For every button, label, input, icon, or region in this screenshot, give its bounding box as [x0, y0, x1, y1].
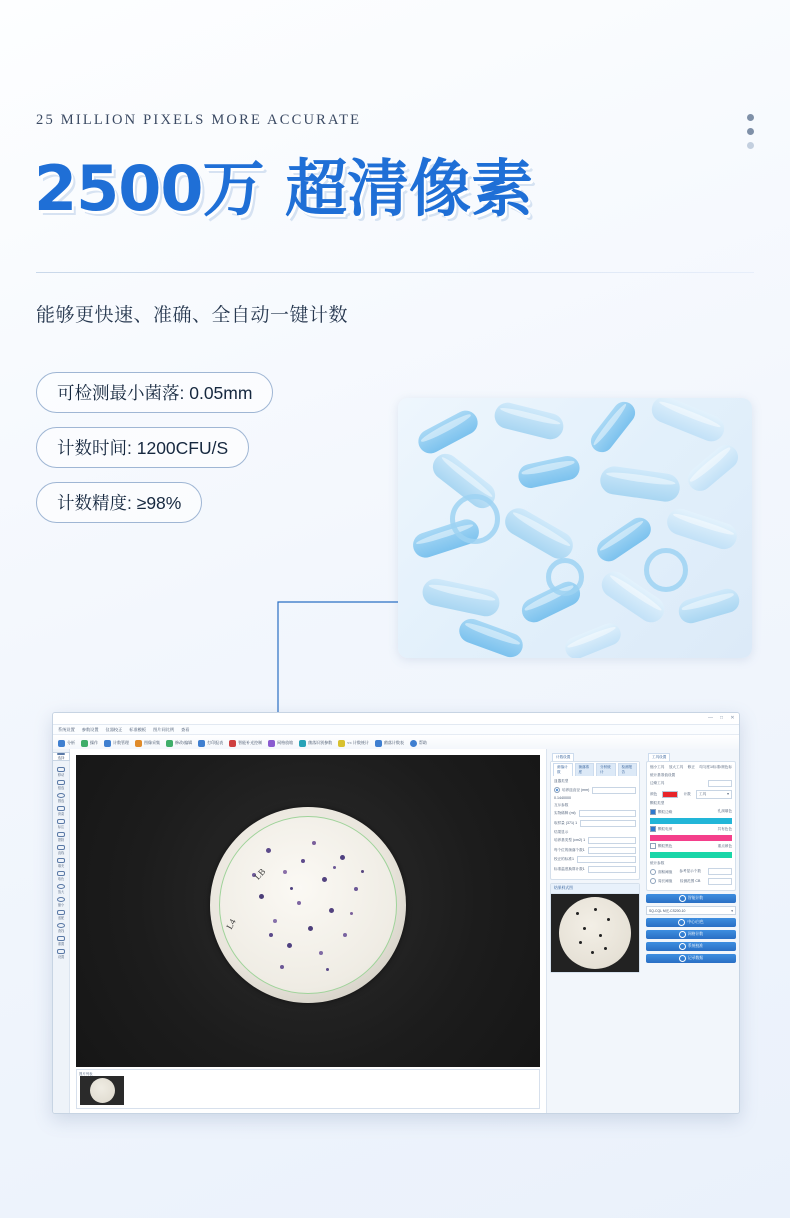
particle-right-option[interactable]: 共有色色 [717, 826, 732, 831]
feature-pill: 可检测最小菌落: 0.05mm [36, 372, 273, 413]
save-record-button[interactable] [646, 954, 736, 963]
measure-value-label: 检测范围 CB [680, 878, 701, 883]
dish-diameter-input[interactable] [592, 787, 636, 794]
tool-rail-item[interactable] [55, 884, 67, 894]
plate-photo[interactable] [76, 755, 540, 1067]
color-bar-key[interactable] [650, 852, 732, 858]
dot-3[interactable] [747, 142, 754, 149]
device-select[interactable] [646, 906, 736, 915]
tab-colony-count[interactable]: 菌落计数 [553, 763, 573, 776]
button-label: 系统校准 [687, 944, 704, 949]
toolbar-button[interactable] [198, 740, 223, 747]
tool-settings-card [646, 761, 736, 891]
section-label: 皿器类型 [554, 779, 569, 783]
particle-option[interactable]: 颗粒边缘 [650, 809, 672, 815]
edit-icon [166, 740, 173, 747]
tool-rail-item[interactable] [55, 845, 67, 855]
tool-rail-label: 查找 [57, 929, 65, 933]
tool-rail-label: 选择 [57, 756, 65, 760]
eyebrow-text: 25 MILLION PIXELS MORE ACCURATE [36, 112, 362, 128]
menu-item[interactable]: 系统设置 [58, 726, 75, 732]
smart-count-icon [679, 895, 686, 902]
grid-count-icon [679, 931, 686, 938]
particle-right-option[interactable]: 孔洞填色 [717, 809, 732, 814]
dish-label-2: L4 [224, 916, 238, 931]
row-label: 实物稀释 (ml) [554, 811, 576, 816]
row-label: 培养基类型 (cm2) 1 [554, 838, 586, 843]
toolbar-label: 计数管理 [113, 740, 129, 745]
toolbar-button[interactable] [299, 740, 332, 747]
toolbar-label: 操作 [90, 740, 98, 745]
toolbar-button[interactable] [229, 740, 262, 747]
subtitle: 能够更快速、准确、全自动一键计数 [36, 305, 349, 326]
radio-icon[interactable] [650, 869, 656, 875]
petri-dish [210, 807, 406, 1003]
thumbnail-bar-label: 图片列表 [79, 1072, 93, 1076]
tool-rail-label: 取色 [57, 877, 65, 881]
app-body [53, 749, 739, 1113]
measure-option[interactable]: 周长阈值 [650, 878, 672, 884]
result-image-card [550, 883, 640, 973]
image-canvas[interactable] [70, 749, 547, 1113]
device-select-value: SQ-CQL M光-CS200-10 [649, 909, 686, 914]
tool-button[interactable]: 缩小工具 [650, 765, 665, 769]
right-panels[interactable] [547, 749, 739, 1113]
checkbox-icon[interactable] [650, 826, 656, 832]
analyze-icon [58, 740, 65, 747]
tool-rail-item[interactable] [52, 752, 70, 761]
tool-rail-item[interactable] [55, 858, 67, 868]
tool-rail-item[interactable] [55, 897, 67, 907]
tool-panel-tabs[interactable] [646, 752, 736, 761]
thumbnail-dish [90, 1078, 115, 1103]
toolbar-label: 修改/编辑 [175, 740, 193, 745]
row-label: 每个位的菌落个数1 [554, 847, 585, 852]
section-label: 颗粒类型 [650, 801, 665, 806]
menu-bar[interactable] [53, 725, 739, 735]
section-label: 统计参数 [650, 860, 665, 865]
tool-rail-label: 填充 [57, 864, 65, 868]
toolbar-label: << 计数统计 [347, 740, 369, 745]
save-record-icon [679, 955, 686, 962]
tool-settings-column [643, 749, 739, 1113]
calibrate-button[interactable] [646, 942, 736, 951]
panel-tabs[interactable] [550, 752, 640, 761]
toolbar-button[interactable] [375, 740, 404, 747]
toolbar-label: 打印报表 [207, 740, 224, 745]
tool-rail-item[interactable] [55, 949, 67, 959]
window-titlebar[interactable] [53, 713, 739, 725]
toolbar-button[interactable] [166, 740, 192, 747]
checkbox-icon[interactable] [650, 843, 656, 849]
dish-inner [219, 816, 397, 994]
toolbar-label: 网格放缩 [277, 740, 294, 745]
menu-item[interactable]: 图片同比例 [153, 726, 175, 732]
grid-icon [268, 740, 275, 747]
tab-report[interactable]: 检测报告 [618, 763, 638, 776]
feature-pill: 计数精度: ≥98% [36, 482, 202, 523]
color-value-label: 计数 [683, 791, 691, 796]
medium-type-input[interactable] [588, 837, 636, 844]
toolbar-label: 分析 [67, 740, 75, 745]
edge-tool-label: 边缘工具 [650, 781, 665, 786]
headline-text: 超清像素 [285, 152, 534, 225]
count-icon [104, 740, 111, 747]
button-label: 智能计数 [687, 896, 704, 901]
standard-input[interactable] [588, 866, 636, 873]
tool-rail-item[interactable] [55, 910, 67, 920]
tool-rail[interactable] [53, 749, 70, 1113]
param-icon [299, 740, 306, 747]
toolbar-button[interactable] [135, 740, 160, 747]
tool-rail-label: 擦除 [57, 838, 65, 842]
close-button[interactable]: ✕ [730, 715, 735, 721]
color-swatch[interactable] [662, 791, 678, 798]
tab-tools[interactable]: 工具设置 [648, 753, 670, 761]
tool-button[interactable]: 修正 [687, 765, 695, 769]
save-icon [81, 740, 88, 747]
color-bar-shared[interactable] [650, 835, 732, 841]
tool-rail-item[interactable] [55, 767, 67, 777]
toolbar-button[interactable] [81, 740, 98, 747]
result-dish [559, 897, 631, 969]
tool-rail-label: 移动 [57, 773, 65, 777]
checkbox-icon[interactable] [650, 809, 656, 815]
tool-button[interactable]: 放大工具 [668, 765, 684, 769]
center-icon [678, 919, 685, 926]
section-label: 互斥参数 [554, 802, 569, 807]
section-label: 结果显示 [554, 829, 569, 834]
table-icon [375, 740, 382, 747]
color-label: 颜色 [650, 791, 658, 796]
menu-item[interactable]: 标准模板 [129, 726, 147, 732]
center-button[interactable] [646, 918, 736, 927]
headline-number: 2500万 [34, 152, 264, 225]
menu-item[interactable]: 参数设置 [81, 726, 99, 732]
particle-option[interactable]: 颗粒电荷 [650, 826, 672, 832]
minimize-button[interactable]: — [708, 715, 713, 721]
dot-1[interactable] [747, 114, 754, 121]
divider [36, 272, 754, 273]
tool-button[interactable]: 均匀度1/标准/颜色标 [699, 765, 732, 769]
result-image[interactable] [551, 894, 639, 972]
baseline-label: 统计基准值设置 [650, 772, 676, 777]
row-label: 取样量 (371) 1 [554, 820, 578, 825]
tool-select-value: 工具 [698, 791, 707, 796]
radio-icon[interactable] [554, 787, 560, 793]
toolbar-button[interactable] [58, 740, 75, 747]
dish-diameter-value: 0.1440000 [554, 796, 571, 801]
tool-rail-item[interactable] [55, 806, 67, 816]
per-unit-input[interactable] [588, 847, 636, 854]
help-icon [410, 740, 417, 747]
row-label: 标准温度换算计数1 [554, 866, 585, 871]
sample-input[interactable] [580, 820, 636, 827]
tool-rail-label: 设置 [57, 955, 65, 959]
toolbar-label: 图像采集 [144, 740, 160, 745]
tool-rail-item[interactable] [55, 923, 67, 933]
pagination-dots[interactable] [747, 114, 754, 149]
tool-rail-label: 重置 [57, 942, 65, 946]
tool-rail-label: 直线 [57, 851, 65, 855]
tool-rail-label: 适配 [57, 916, 65, 920]
tool-rail-label: 标注 [57, 825, 65, 829]
particle-right-option[interactable]: 重点颜色 [717, 843, 732, 848]
grid-count-button[interactable] [646, 930, 736, 939]
button-label: 记录数据 [687, 956, 704, 961]
toolbar-button[interactable] [104, 740, 129, 747]
tool-rail-label: 缩小 [57, 903, 65, 907]
radio-icon[interactable] [650, 878, 656, 884]
chevron-down-icon: ▾ [731, 908, 733, 913]
feature-pill-list [36, 372, 273, 537]
toolbar-label: 菌落计数表 [383, 740, 404, 745]
measure-value-input[interactable] [708, 868, 732, 875]
toolbar-button[interactable] [410, 740, 427, 747]
tool-rail-item[interactable] [55, 819, 67, 829]
toolbar-label: 帮助 [418, 740, 427, 745]
tool-rail-label: 框选 [57, 786, 65, 790]
particle-option[interactable]: 颗粒黑色 [650, 843, 672, 849]
feature-pill: 计数时间: 1200CFU/S [36, 427, 249, 468]
print-icon [198, 740, 205, 747]
dot-2[interactable] [747, 128, 754, 135]
menu-item[interactable]: 仪器校正 [105, 726, 123, 732]
tool-rail-item[interactable] [55, 780, 67, 790]
toolbar-label: 菌落识别参数 [308, 740, 333, 745]
tool-rail-item[interactable] [55, 832, 67, 842]
chevron-down-icon: ▾ [727, 792, 729, 797]
toolbar-button[interactable] [338, 740, 369, 747]
stats-icon [338, 740, 345, 747]
button-label: 中心/白色 [687, 920, 704, 925]
dish-diameter-label: 培养皿直径 (mm) [554, 787, 589, 793]
tool-rail-item[interactable] [55, 871, 67, 881]
bacteria-image-card [398, 398, 752, 658]
smart-count-button[interactable] [646, 894, 736, 903]
tab-count[interactable]: 计数设置 [552, 753, 574, 761]
toolbar-label: 智能补光控制 [238, 740, 263, 745]
toolbar-button[interactable] [268, 740, 293, 747]
result-image-title: 结果样式图 [551, 884, 639, 894]
tab-stats[interactable]: 分析统计 [596, 763, 616, 776]
light-icon [229, 740, 236, 747]
measure-value-label: 参考显示个数 [679, 869, 701, 874]
tool-select[interactable] [696, 790, 732, 799]
edge-tool-input[interactable] [708, 780, 732, 787]
correction-input[interactable] [577, 856, 636, 863]
count-settings-column [547, 749, 643, 1113]
camera-icon [135, 740, 142, 747]
page-title [34, 152, 534, 225]
color-bar-hole[interactable] [650, 818, 732, 824]
count-settings-card [550, 761, 640, 880]
tool-rail-label: 放大 [57, 890, 65, 894]
tool-rail-item[interactable] [55, 936, 67, 946]
software-window[interactable] [52, 712, 740, 1114]
thumbnail-item[interactable] [80, 1076, 124, 1105]
tool-rail-label: 圆选 [57, 799, 65, 803]
tool-rail-label: 套索 [57, 812, 65, 816]
row-label: 校正的标准1 [554, 857, 574, 862]
tool-rail-item[interactable] [55, 793, 67, 803]
dilution-input[interactable] [579, 810, 636, 817]
thumbnail-bar[interactable] [76, 1069, 540, 1109]
tab-concentration[interactable]: 菌落浓度 [575, 763, 595, 776]
menu-item[interactable]: 查看 [181, 726, 190, 732]
dish-label-1: LB [252, 866, 268, 882]
calibrate-icon [679, 943, 686, 950]
measure-option[interactable]: 面积阈值 [650, 869, 672, 875]
maximize-button[interactable]: □ [719, 715, 724, 721]
measure-value-input[interactable] [708, 878, 732, 885]
button-label: 网格计数 [687, 932, 704, 937]
